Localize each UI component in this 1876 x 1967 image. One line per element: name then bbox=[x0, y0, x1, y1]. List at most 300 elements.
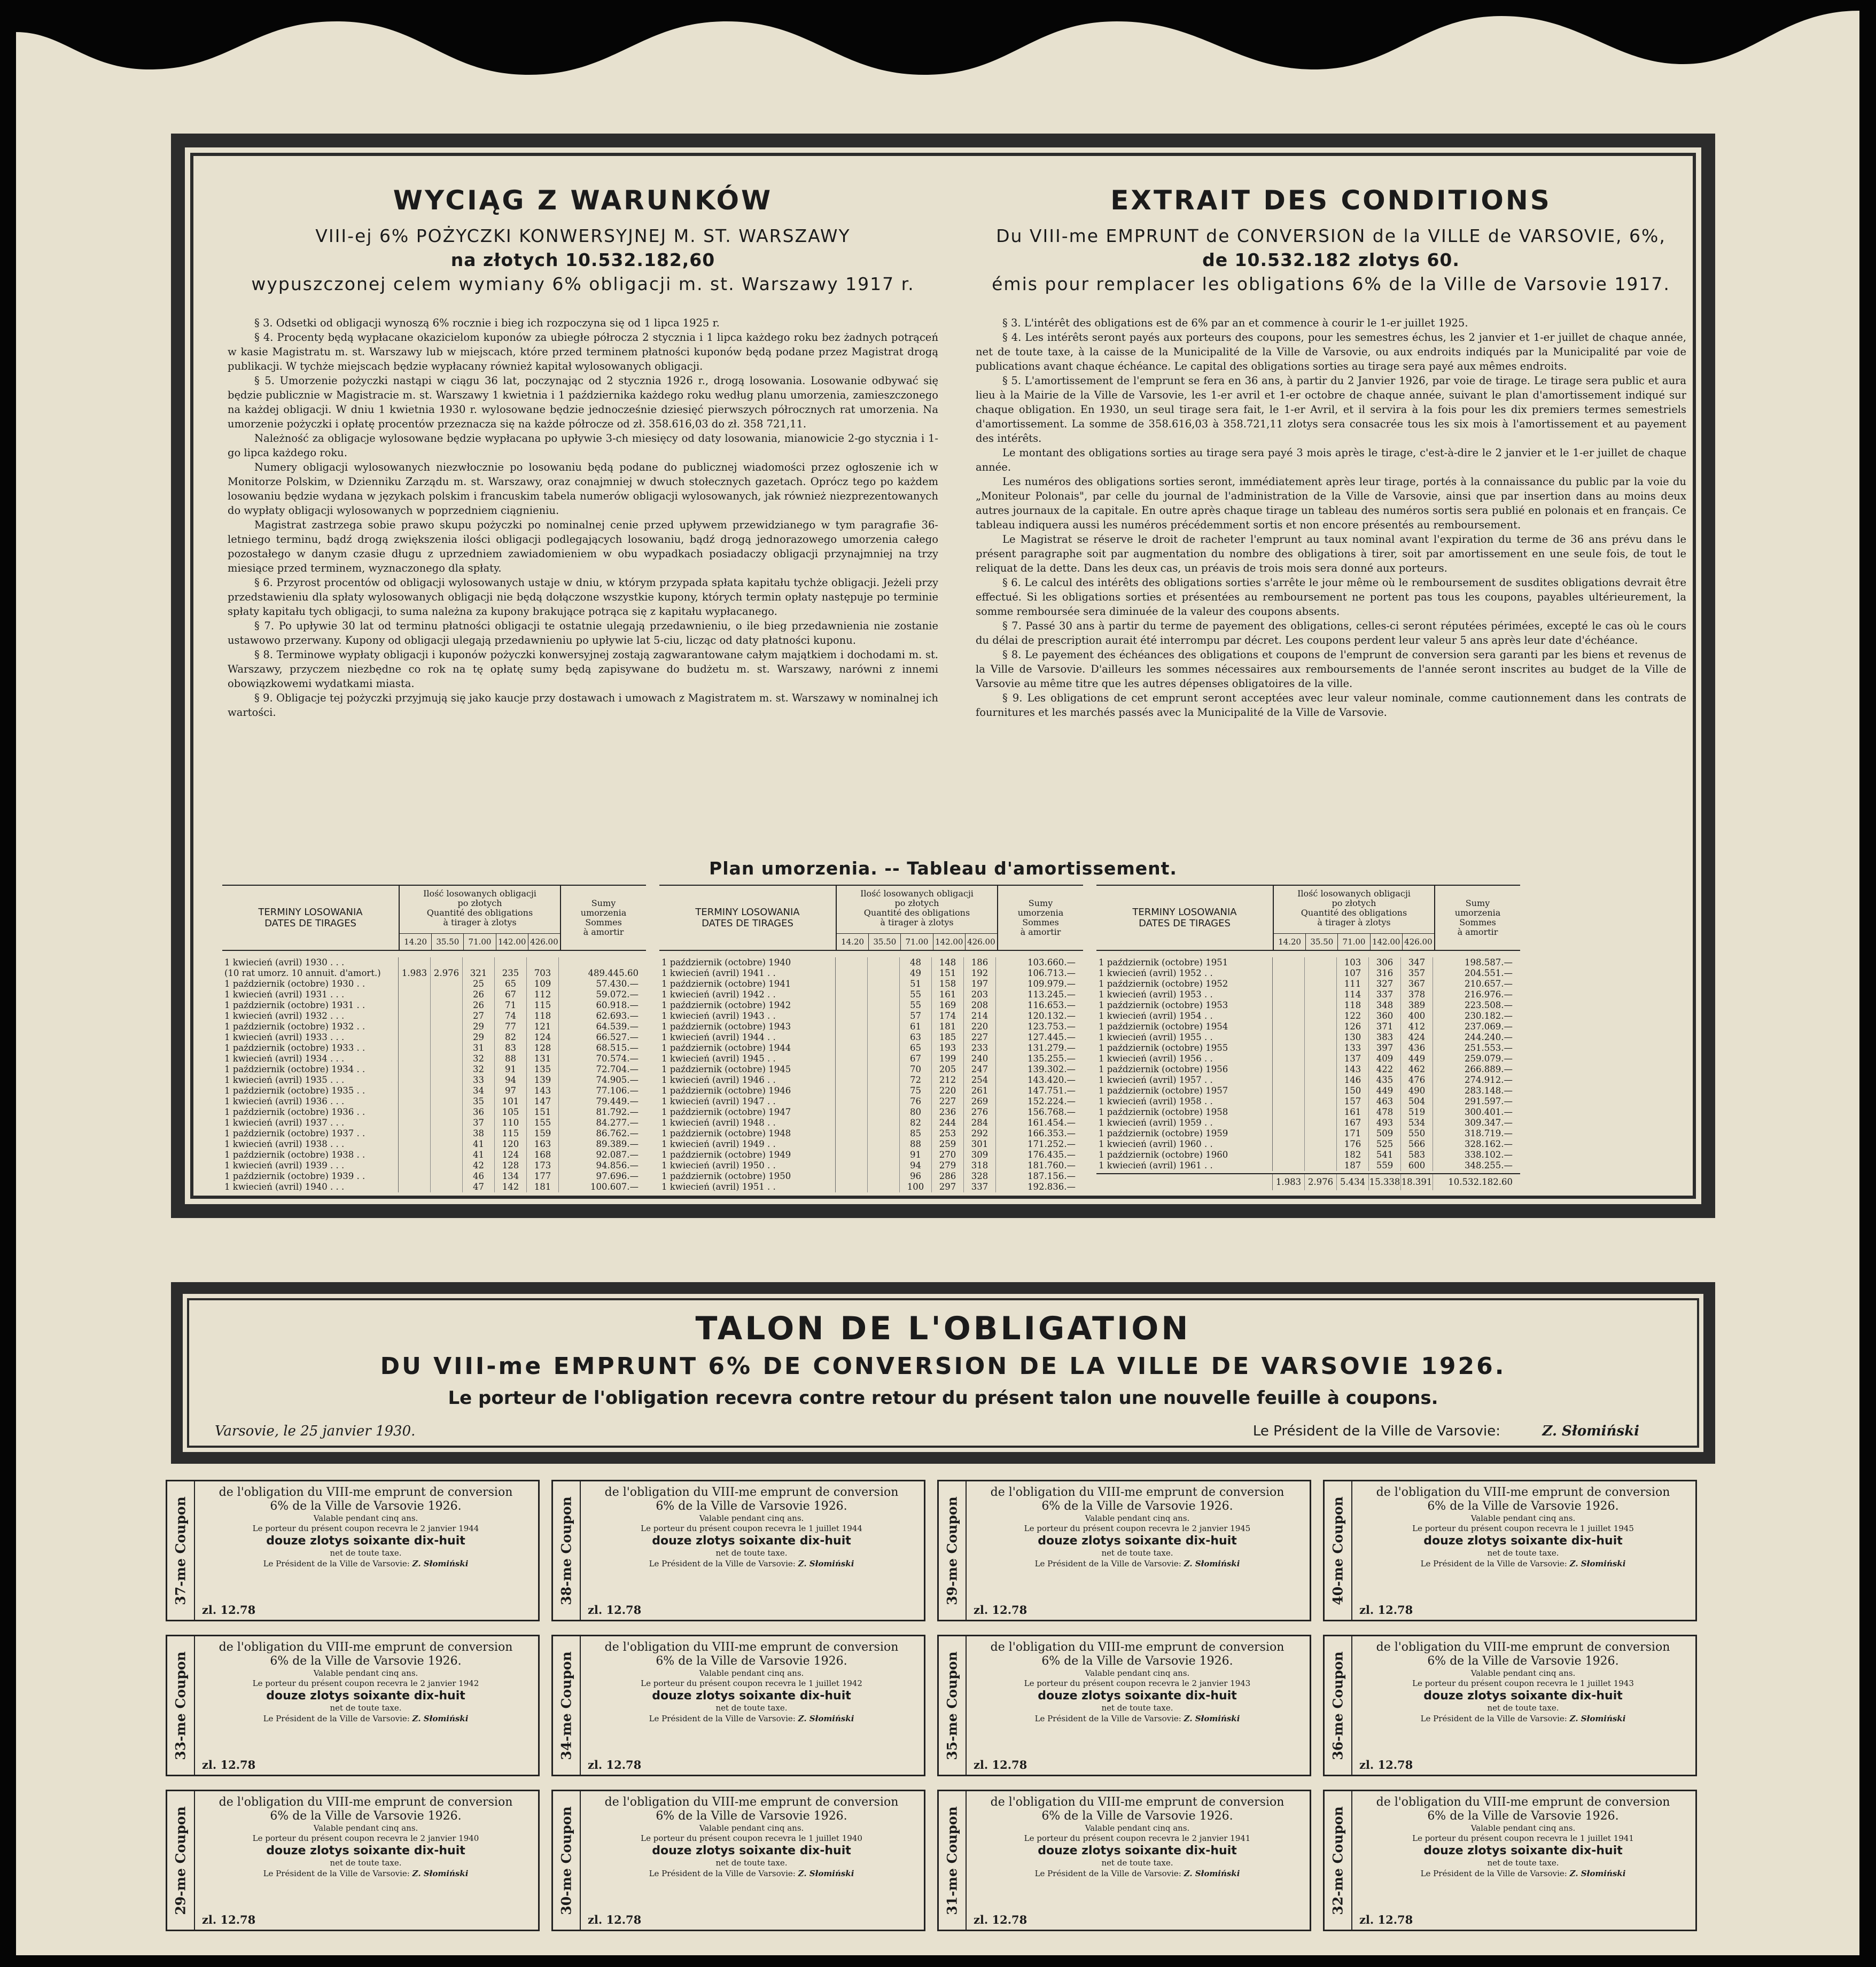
coupon-validity: Valable pendant cinq ans. bbox=[1470, 1823, 1576, 1833]
bond-count: 212 bbox=[932, 1075, 964, 1086]
total-count: 18.391 bbox=[1401, 1174, 1433, 1190]
amortization-sum: 70.574.— bbox=[596, 1053, 639, 1064]
bond-count: 534 bbox=[1401, 1118, 1433, 1128]
bond-count: 400 bbox=[1401, 1011, 1433, 1021]
bond-count: 306 bbox=[1369, 957, 1401, 968]
bond-count: 29 bbox=[463, 1032, 495, 1043]
amortization-sum: 103.660.— bbox=[1027, 957, 1076, 967]
talon-box bbox=[171, 1282, 1715, 1464]
bond-count bbox=[836, 979, 868, 989]
coupon-number-label bbox=[939, 1791, 967, 1930]
bond-count bbox=[1305, 1075, 1337, 1086]
header-sums-line: Sommes bbox=[585, 917, 622, 927]
bond-count bbox=[1305, 1118, 1337, 1128]
amortization-sum: 266.889.— bbox=[1465, 1064, 1513, 1074]
coupon-president: Le Président de la Ville de Varsovie: Z. Słomiński bbox=[649, 1559, 854, 1568]
bond-count: 103 bbox=[1337, 957, 1369, 968]
bond-count: 583 bbox=[1401, 1150, 1433, 1160]
header-dates-line: TERMINY LOSOWANIA bbox=[1132, 907, 1237, 918]
coupon-payment-date: Le porteur du présent coupon recevra le 1 juillet 1945 bbox=[1412, 1524, 1634, 1533]
denomination-label: 35.50 bbox=[432, 934, 464, 950]
bond-count bbox=[836, 1011, 868, 1021]
coupon-number: 34-me Coupon bbox=[558, 1651, 574, 1760]
amortization-sum: 147.751.— bbox=[1027, 1086, 1076, 1096]
amortization-sum: 156.768.— bbox=[1027, 1107, 1076, 1117]
amortization-sum: 328.162.— bbox=[1465, 1139, 1513, 1149]
coupon-signature: Z. Słomiński bbox=[798, 1714, 854, 1723]
coupon-number: 37-me Coupon bbox=[173, 1496, 189, 1605]
bond-count bbox=[1305, 1043, 1337, 1053]
draw-date: 1 październik (octobre) 1931 . . bbox=[222, 1000, 399, 1011]
bond-count bbox=[868, 1053, 900, 1064]
bond-count: 168 bbox=[527, 1150, 559, 1160]
table-row bbox=[222, 1128, 646, 1139]
condition-paragraph: § 5. L'amortissement de l'emprunt se fera en 36 ans, à partir du 2 Janvier 1926, par voie de tirage. Le tirage sera public et aura lieu à la Mairie de la Ville de Varsovie, les 1-er avril et 1-er octobre de chaque année, suivant le plan d'amortissement indiqué sur chaque obligation. En 1930, un seul tirage sera fait, le 1-er Avril, et il servira à la fois pour les dix premiers termes semestriels d'amortissement. La somme de 358.616,03 à 358.721,11 zlotys sera consacrée tous les six mois à l'amortissement et au payement des intérêts. bbox=[976, 374, 1686, 444]
table-row bbox=[659, 1000, 1083, 1011]
header-quantity-line: à tirager à zlotys bbox=[1317, 917, 1391, 927]
table-row bbox=[659, 1118, 1083, 1128]
polish-purpose: wypuszczonej celem wymiany 6% obligacji m. st. Warszawy 1917 r. bbox=[251, 274, 915, 294]
denomination-label: 142.00 bbox=[933, 934, 966, 950]
draw-date: 1 kwiecień (avril) 1938 . . . bbox=[222, 1139, 399, 1150]
bond-count: 462 bbox=[1401, 1064, 1433, 1075]
bond-count bbox=[1305, 979, 1337, 989]
amortization-sum: 89.389.— bbox=[596, 1139, 639, 1149]
draw-date: 1 kwiecień (avril) 1952 . . bbox=[1096, 968, 1273, 979]
table-row bbox=[1096, 1118, 1520, 1128]
bond-count bbox=[868, 1182, 900, 1192]
coupon-number-label bbox=[939, 1636, 967, 1775]
coupon-value: zl. 12.78 bbox=[588, 1603, 642, 1617]
table-row bbox=[1096, 1000, 1520, 1011]
table-rows bbox=[1096, 957, 1520, 1171]
denomination-label: 426.00 bbox=[1404, 937, 1433, 947]
condition-paragraph: § 3. L'intérêt des obligations est de 6% par an et commence à courir le 1-er juillet 1925. bbox=[1002, 317, 1468, 329]
bond-count bbox=[463, 957, 495, 968]
bond-count bbox=[836, 1021, 868, 1032]
bond-count: 100 bbox=[900, 1182, 932, 1192]
bond-count: 82 bbox=[495, 1032, 527, 1043]
coupon-value: zl. 12.78 bbox=[588, 1913, 642, 1926]
bond-count: 173 bbox=[527, 1160, 559, 1171]
coupon-value: zl. 12.78 bbox=[974, 1758, 1027, 1771]
coupon-validity: Valable pendant cinq ans. bbox=[1470, 1513, 1576, 1523]
bond-count bbox=[868, 957, 900, 968]
bond-count: 146 bbox=[1337, 1075, 1369, 1086]
coupon-value: zl. 12.78 bbox=[974, 1913, 1027, 1926]
bond-count bbox=[399, 1171, 431, 1182]
bond-count: 169 bbox=[932, 1000, 964, 1011]
coupon-signature: Z. Słomiński bbox=[1569, 1714, 1626, 1723]
table-row bbox=[1096, 1021, 1520, 1032]
amortization-sum: 135.255.— bbox=[1027, 1053, 1076, 1064]
bond-count: 118 bbox=[1337, 1000, 1369, 1011]
bond-count: 199 bbox=[932, 1053, 964, 1064]
bond-count: 297 bbox=[932, 1182, 964, 1192]
draw-date: 1 październik (octobre) 1940 bbox=[659, 957, 836, 968]
draw-date: 1 kwiecień (avril) 1950 . . bbox=[659, 1160, 836, 1171]
amortization-sum: 116.653.— bbox=[1027, 1000, 1076, 1010]
coupon-net: net de toute taxe. bbox=[715, 1548, 788, 1558]
table-row bbox=[1096, 1150, 1520, 1160]
amortization-sum: 283.148.— bbox=[1465, 1086, 1513, 1096]
table-row bbox=[222, 1139, 646, 1150]
bond-count bbox=[868, 979, 900, 989]
table-row bbox=[222, 989, 646, 1000]
document-sheet bbox=[16, 0, 1859, 1955]
bond-count bbox=[399, 1075, 431, 1086]
header-quantity-line: Ilość losowanych obligacji bbox=[1297, 888, 1411, 899]
header-dates-line: TERMINY LOSOWANIA bbox=[258, 907, 363, 918]
bond-count bbox=[836, 1160, 868, 1171]
bond-count: 161 bbox=[1337, 1107, 1369, 1118]
condition-paragraph: § 6. Przyrost procentów od obligacji wylosowanych ustaje w dniu, w którym przypada spłata kapitału tychże obligacji. Jeżeli przy przedstawieniu dla spłaty wylosowanych obligacji nie będą dołączone wszystkie kupony, których termin opłaty następuje po terminie spłaty kapitału tych obligacji, to suma należna za kupony brakujące potrąca się z kapitału wypłacanego. bbox=[228, 576, 938, 618]
bond-count: 33 bbox=[463, 1075, 495, 1086]
bond-count: 46 bbox=[463, 1171, 495, 1182]
bond-count bbox=[1273, 1032, 1305, 1043]
bond-count: 163 bbox=[527, 1139, 559, 1150]
bond-count bbox=[868, 1150, 900, 1160]
amortization-sum: 152.224.— bbox=[1027, 1096, 1076, 1106]
bond-count: 270 bbox=[932, 1150, 964, 1160]
coupon-number: 29-me Coupon bbox=[173, 1806, 189, 1915]
coupon-line-1: de l'obligation du VIII-me emprunt de conversion bbox=[219, 1796, 513, 1809]
bond-count: 247 bbox=[964, 1064, 996, 1075]
bond-count: 424 bbox=[1401, 1032, 1433, 1043]
header-dates-line: DATES DE TIRAGES bbox=[264, 918, 356, 929]
bond-count: 422 bbox=[1369, 1064, 1401, 1075]
coupon bbox=[551, 1480, 925, 1621]
bond-count: 94 bbox=[495, 1075, 527, 1086]
draw-date: 1 kwiecień (avril) 1957 . . bbox=[1096, 1075, 1273, 1086]
table-row bbox=[1096, 1064, 1520, 1075]
denomination-label: 142.00 bbox=[1371, 934, 1403, 950]
bond-count: 327 bbox=[1369, 979, 1401, 989]
bond-count bbox=[1305, 1000, 1337, 1011]
draw-date: 1 kwiecień (avril) 1936 . . . bbox=[222, 1096, 399, 1107]
bond-count bbox=[399, 1128, 431, 1139]
polish-conditions bbox=[228, 179, 938, 720]
bond-count bbox=[399, 1107, 431, 1118]
header-sums-line: à amortir bbox=[1020, 927, 1061, 937]
table-row bbox=[659, 989, 1083, 1000]
bond-count bbox=[868, 1107, 900, 1118]
amortization-sum: 171.252.— bbox=[1027, 1139, 1076, 1149]
bond-count: 161 bbox=[932, 989, 964, 1000]
bond-count bbox=[431, 1021, 463, 1032]
bond-count bbox=[399, 1139, 431, 1150]
bond-count bbox=[431, 1032, 463, 1043]
coupon-number: 40-me Coupon bbox=[1330, 1496, 1346, 1605]
bond-count bbox=[1273, 1011, 1305, 1021]
coupon-payment-date: Le porteur du présent coupon recevra le 2 janvier 1942 bbox=[252, 1679, 479, 1688]
bond-count: 32 bbox=[463, 1064, 495, 1075]
table-row bbox=[222, 1053, 646, 1064]
amortization-sum: 181.760.— bbox=[1027, 1160, 1076, 1170]
coupon-line-2: 6% de la Ville de Varsovie 1926. bbox=[1427, 1500, 1619, 1513]
bond-count: 26 bbox=[463, 989, 495, 1000]
bond-count: 276 bbox=[964, 1107, 996, 1118]
coupon-line-1: de l'obligation du VIII-me emprunt de conversion bbox=[990, 1486, 1285, 1499]
bond-count: 436 bbox=[1401, 1043, 1433, 1053]
table-row bbox=[222, 1118, 646, 1128]
total-sum: 10.532.182.60 bbox=[1448, 1177, 1513, 1187]
bond-count: 76 bbox=[900, 1096, 932, 1107]
coupon-value: zl. 12.78 bbox=[1359, 1603, 1413, 1617]
bond-count bbox=[1273, 1096, 1305, 1107]
coupon-signature: Z. Słomiński bbox=[1184, 1869, 1240, 1878]
coupon-validity: Valable pendant cinq ans. bbox=[313, 1668, 418, 1678]
bond-count: 220 bbox=[964, 1021, 996, 1032]
draw-date: 1 kwiecień (avril) 1955 . . bbox=[1096, 1032, 1273, 1043]
coupon-line-1: de l'obligation du VIII-me emprunt de conversion bbox=[990, 1796, 1285, 1809]
bond-count: 118 bbox=[527, 1011, 559, 1021]
table-row bbox=[659, 1128, 1083, 1139]
table-row bbox=[222, 1021, 646, 1032]
bond-count bbox=[399, 1160, 431, 1171]
bond-count bbox=[399, 1096, 431, 1107]
bond-count: 139 bbox=[527, 1075, 559, 1086]
condition-paragraph: § 3. Odsetki od obligacji wynoszą 6% rocznie i bieg ich rozpoczyna się od 1 lipca 1925 r. bbox=[254, 317, 720, 329]
table-row bbox=[1096, 979, 1520, 989]
coupon-line-1: de l'obligation du VIII-me emprunt de conversion bbox=[604, 1486, 899, 1499]
amortization-sum: 489.445.60 bbox=[588, 968, 639, 978]
bond-count: 337 bbox=[1369, 989, 1401, 1000]
bond-count: 253 bbox=[932, 1128, 964, 1139]
header-dates-line: TERMINY LOSOWANIA bbox=[695, 907, 800, 918]
amortization-sum: 309.347.— bbox=[1465, 1118, 1513, 1128]
bond-count bbox=[399, 979, 431, 989]
draw-date: 1 kwiecień (avril) 1947 . . bbox=[659, 1096, 836, 1107]
bond-count bbox=[399, 1086, 431, 1096]
header-dates bbox=[1096, 886, 1274, 950]
bond-count bbox=[868, 1139, 900, 1150]
bond-count bbox=[836, 1032, 868, 1043]
totals-row bbox=[1096, 1173, 1520, 1190]
bond-count: 509 bbox=[1369, 1128, 1401, 1139]
bond-count: 63 bbox=[900, 1032, 932, 1043]
table-row bbox=[222, 1032, 646, 1043]
bond-count bbox=[868, 1171, 900, 1182]
coupon-net: net de toute taxe. bbox=[1101, 1858, 1173, 1868]
bond-count: 208 bbox=[964, 1000, 996, 1011]
denomination-label: 71.00 bbox=[464, 934, 496, 950]
table-block-3 bbox=[1096, 885, 1520, 1208]
bond-count: 75 bbox=[900, 1086, 932, 1096]
bond-count bbox=[1273, 1128, 1305, 1139]
amortization-sum bbox=[559, 957, 646, 968]
bond-count bbox=[1273, 1000, 1305, 1011]
draw-date: 1 październik (octobre) 1950 bbox=[659, 1171, 836, 1182]
bond-count: 566 bbox=[1401, 1139, 1433, 1150]
amortization-sum: 216.976.— bbox=[1465, 989, 1513, 1000]
amortization-sum: 113.245.— bbox=[1027, 989, 1076, 1000]
bond-count bbox=[868, 968, 900, 979]
table-row bbox=[222, 957, 646, 968]
draw-date: 1 październik (octobre) 1943 bbox=[659, 1021, 836, 1032]
bond-count bbox=[527, 957, 559, 968]
bond-count bbox=[836, 1086, 868, 1096]
draw-date: 1 kwiecień (avril) 1956 . . bbox=[1096, 1053, 1273, 1064]
scalloped-edge bbox=[16, 0, 1859, 107]
coupon-line-1: de l'obligation du VIII-me emprunt de conversion bbox=[604, 1796, 899, 1809]
table-row bbox=[222, 1160, 646, 1171]
bond-count bbox=[836, 989, 868, 1000]
condition-paragraph: § 9. Les obligations de cet emprunt seront acceptées avec leur valeur nominale, comme cautionnement dans les contrats de fournitures et les marchés passés avec la Municipalité de la Ville de Varsovie. bbox=[976, 692, 1686, 719]
condition-paragraph: § 9. Obligacje tej pożyczki przyjmują się jako kaucje przy dostawach i umowach z Magistratem m. st. Warszawy w nominalnej ich wartości. bbox=[228, 692, 938, 719]
draw-date: 1 październik (octobre) 1944 bbox=[659, 1043, 836, 1053]
amortization-sum: 64.539.— bbox=[596, 1021, 639, 1032]
bond-count: 51 bbox=[900, 979, 932, 989]
bond-count: 187 bbox=[1337, 1160, 1369, 1171]
coupon-value: zl. 12.78 bbox=[588, 1758, 642, 1771]
table-row bbox=[659, 1107, 1083, 1118]
bond-count bbox=[868, 1043, 900, 1053]
table-row bbox=[222, 1064, 646, 1075]
total-count: 2.976 bbox=[1305, 1174, 1337, 1190]
table-row bbox=[659, 1171, 1083, 1182]
bond-count: 235 bbox=[495, 968, 527, 979]
table-row bbox=[1096, 1075, 1520, 1086]
bond-count bbox=[1305, 989, 1337, 1000]
coupon-payment-date: Le porteur du présent coupon recevra le 1 juillet 1943 bbox=[1412, 1679, 1634, 1688]
bond-count: 519 bbox=[1401, 1107, 1433, 1118]
bond-count: 600 bbox=[1401, 1160, 1433, 1171]
condition-paragraph: § 7. Po upływie 30 lat od terminu płatności obligacji te ostatnie ulegają przedawnieniu, o ile bieg przedawnienia nie zostanie ustawowo przerwany. Kupony od obligacji ulegają przedawnieniu po upływie lat 5-ciu, licząc od daty płatności kuponu. bbox=[228, 620, 938, 646]
bond-count bbox=[1305, 1053, 1337, 1064]
draw-date: 1 kwiecień (avril) 1942 . . bbox=[659, 989, 836, 1000]
bond-count: 80 bbox=[900, 1107, 932, 1118]
coupon-number-label bbox=[1325, 1636, 1352, 1775]
coupon-president: Le Président de la Ville de Varsovie: Z. Słomiński bbox=[263, 1559, 469, 1568]
draw-date: 1 październik (octobre) 1941 bbox=[659, 979, 836, 989]
bond-count: 367 bbox=[1401, 979, 1433, 989]
coupon-net: net de toute taxe. bbox=[1487, 1548, 1559, 1558]
amortization-sum: 176.435.— bbox=[1027, 1150, 1076, 1160]
draw-date: 1 kwiecień (avril) 1951 . . bbox=[659, 1182, 836, 1192]
amortization-sum: 338.102.— bbox=[1465, 1150, 1513, 1160]
bond-count bbox=[868, 989, 900, 1000]
bond-count: 41 bbox=[463, 1150, 495, 1160]
table-row bbox=[659, 1182, 1083, 1192]
bond-count bbox=[1305, 957, 1337, 968]
coupon-payment-date: Le porteur du présent coupon recevra le 1 juillet 1940 bbox=[641, 1833, 862, 1843]
coupon-body bbox=[1354, 1486, 1692, 1569]
condition-paragraph: § 4. Procenty będą wypłacane okazicielom kuponów za ubiegłe półrocza 2 stycznia i 1 lipca każdego roku bez żadnych potrąceń w kasie Magistratu m. st. Warszawy lub w miejscach, które przed terminem płatności kuponów będą podane przez Magistrat drogą publikacji. W tychże miejscach będzie wypłacany również kapitał wylosowanych obligacji. bbox=[228, 331, 938, 372]
draw-date: 1 październik (octobre) 1942 bbox=[659, 1000, 836, 1011]
bond-count: 259 bbox=[932, 1139, 964, 1150]
coupon-payment-date: Le porteur du présent coupon recevra le 1 juillet 1941 bbox=[1412, 1833, 1634, 1843]
coupon bbox=[551, 1790, 925, 1931]
bond-count bbox=[1305, 1139, 1337, 1150]
table-row bbox=[1096, 1107, 1520, 1118]
bond-count: 182 bbox=[1337, 1150, 1369, 1160]
condition-paragraph: Należność za obligacje wylosowane będzie wypłacana po upływie 3-ch miesięcy od daty losowania, mianowicie 2-go stycznia i 1-go lipca każdego roku. bbox=[228, 432, 938, 459]
table-row bbox=[222, 979, 646, 989]
coupon-payment-date: Le porteur du présent coupon recevra le 1 juillet 1944 bbox=[641, 1524, 862, 1533]
bond-count: 96 bbox=[900, 1171, 932, 1182]
talon-subtitle: DU VIII-me EMPRUNT 6% DE CONVERSION DE LA VILLE DE VARSOVIE 1926. bbox=[380, 1353, 1506, 1380]
table-row bbox=[1096, 1053, 1520, 1064]
bond-count bbox=[399, 1032, 431, 1043]
bond-count: 389 bbox=[1401, 1000, 1433, 1011]
table-row bbox=[659, 1032, 1083, 1043]
draw-date: 1 kwiecień (avril) 1949 . . bbox=[659, 1139, 836, 1150]
coupon-signature: Z. Słomiński bbox=[1569, 1559, 1626, 1568]
header-quantity-line: à tirager à zlotys bbox=[443, 917, 517, 927]
coupon bbox=[166, 1790, 540, 1931]
amortization-sum: 210.657.— bbox=[1465, 979, 1513, 989]
bond-count bbox=[431, 1118, 463, 1128]
bond-count bbox=[1273, 957, 1305, 968]
amortization-sum: 77.106.— bbox=[596, 1086, 639, 1096]
bond-count: 65 bbox=[495, 979, 527, 989]
coupon-signature: Z. Słomiński bbox=[412, 1559, 469, 1568]
amortization-sum: 204.551.— bbox=[1465, 968, 1513, 978]
coupon-payment-date: Le porteur du présent coupon recevra le 2 janvier 1940 bbox=[252, 1833, 479, 1843]
bond-count bbox=[868, 1160, 900, 1171]
draw-date: 1 kwiecień (avril) 1954 . . bbox=[1096, 1011, 1273, 1021]
bond-count bbox=[836, 1064, 868, 1075]
coupon-payment-date: Le porteur du présent coupon recevra le 1 juillet 1942 bbox=[641, 1679, 862, 1688]
coupon-amount: douze zlotys soixante dix-huit bbox=[1423, 1689, 1623, 1703]
draw-date: 1 kwiecień (avril) 1958 . . bbox=[1096, 1096, 1273, 1107]
draw-date: 1 kwiecień (avril) 1930 . . . bbox=[222, 957, 399, 968]
denomination-label: 426.00 bbox=[530, 937, 558, 947]
bond-count: 357 bbox=[1401, 968, 1433, 979]
bond-count: 88 bbox=[900, 1139, 932, 1150]
bond-count bbox=[1273, 1043, 1305, 1053]
table-row bbox=[222, 1182, 646, 1192]
draw-date: 1 kwiecień (avril) 1932 . . . bbox=[222, 1011, 399, 1021]
header-sums bbox=[998, 886, 1083, 950]
bond-count: 128 bbox=[495, 1160, 527, 1171]
bond-count: 240 bbox=[964, 1053, 996, 1064]
talon-title: TALON DE L'OBLIGATION bbox=[695, 1310, 1191, 1347]
bond-count bbox=[868, 1000, 900, 1011]
table-row bbox=[222, 1043, 646, 1053]
bond-count: 82 bbox=[900, 1118, 932, 1128]
bond-count bbox=[431, 1075, 463, 1086]
amortization-sum: 74.905.— bbox=[596, 1075, 639, 1085]
draw-date: 1 październik (octobre) 1958 bbox=[1096, 1107, 1273, 1118]
amortization-sum: 198.587.— bbox=[1465, 957, 1513, 967]
header-sums-line: umorzenia bbox=[1454, 908, 1501, 918]
bond-count: 67 bbox=[495, 989, 527, 1000]
coupon bbox=[937, 1790, 1311, 1931]
denomination-label: 14.20 bbox=[400, 934, 432, 950]
table-row bbox=[659, 957, 1083, 968]
table-row bbox=[222, 1075, 646, 1086]
coupon bbox=[1323, 1635, 1697, 1776]
coupon-value: zl. 12.78 bbox=[1359, 1758, 1413, 1771]
condition-paragraph: § 5. Umorzenie pożyczki nastąpi w ciągu 36 lat, poczynając od 2 stycznia 1926 r., drogą losowania. Losowanie odbywać się będzie publicznie w Magistracie m. st. Warszawy 1 kwietnia i 1 października każdego roku według planu umorzenia, zamieszczonego na każdej obligacji. W dniu 1 kwietnia 1930 r. wylosowane będzie jednocześnie dziesięć pierwszych półrocznych rat umorzenia. Na umorzenie pożyczki i opłatę procentów przeznacza się na każde półrocze od zł. 358.616,03 do zł. 358 721,11. bbox=[228, 374, 938, 430]
bond-count: 397 bbox=[1369, 1043, 1401, 1053]
amortization-sum: 94.856.— bbox=[596, 1160, 639, 1170]
bond-count: 205 bbox=[932, 1064, 964, 1075]
header-dates bbox=[222, 886, 400, 950]
bond-count: 143 bbox=[527, 1086, 559, 1096]
amortization-sum: 192.836.— bbox=[1027, 1182, 1076, 1192]
coupon-signature: Z. Słomiński bbox=[412, 1869, 469, 1878]
bond-count: 147 bbox=[527, 1096, 559, 1107]
coupon-payment-date: Le porteur du présent coupon recevra le 2 janvier 1945 bbox=[1024, 1524, 1251, 1533]
bond-count: 74 bbox=[495, 1011, 527, 1021]
bond-count: 38 bbox=[463, 1128, 495, 1139]
bond-count: 105 bbox=[495, 1107, 527, 1118]
header-quantity-line: Quantité des obligations bbox=[863, 908, 970, 918]
coupon-amount: douze zlotys soixante dix-huit bbox=[1423, 1844, 1623, 1857]
